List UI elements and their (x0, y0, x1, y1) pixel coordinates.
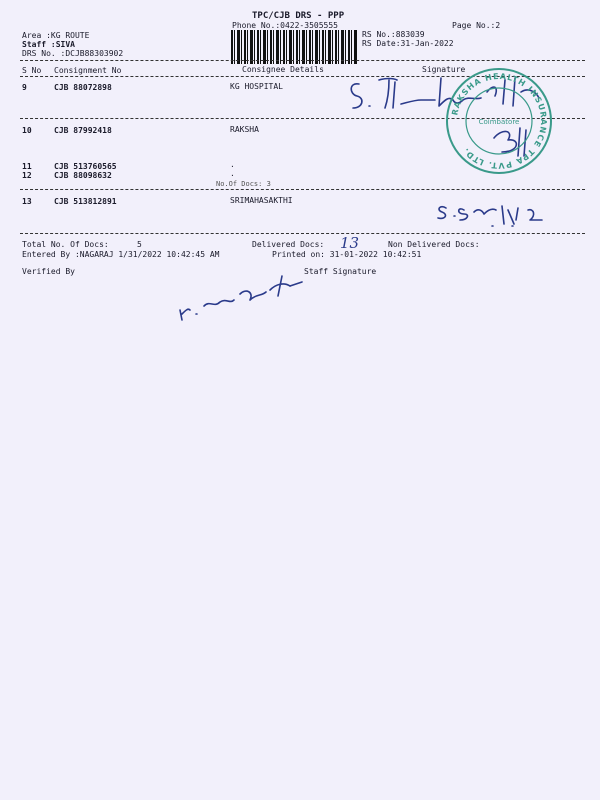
col-consignee: Consignee Details (242, 65, 324, 74)
divider (20, 189, 585, 190)
phone-number: Phone No.:0422-3505555 (232, 21, 338, 30)
non-delivered-docs-label: Non Delivered Docs: (388, 240, 480, 249)
row-consignment: CJB 88072898 (54, 83, 112, 92)
delivered-docs-label: Delivered Docs: (252, 240, 325, 249)
rs-number: RS No.:883039 (362, 30, 425, 39)
verified-by-label: Verified By (22, 267, 75, 276)
row-consignee: . (230, 169, 235, 178)
staff-label: Staff :SIVA (22, 40, 75, 49)
delivered-docs-value: 13 (340, 234, 360, 252)
srimahasakthi-signature (432, 198, 572, 234)
total-docs-label: Total No. Of Docs: (22, 240, 109, 249)
staff-signature-label: Staff Signature (304, 267, 377, 276)
document-title: TPC/CJB DRS - PPP (252, 11, 345, 21)
printed-on: Printed on: 31-01-2022 10:42:51 (272, 250, 422, 259)
seal-text: RAKSHA HEALTH INSURANCE TPA PVT. LTD. (450, 71, 549, 171)
verified-by-signature (170, 270, 310, 325)
row-sno: 13 (22, 197, 32, 206)
rs-date: RS Date:31-Jan-2022 (362, 39, 454, 48)
row-consignment: CJB 88098632 (54, 171, 112, 180)
entered-by: Entered By :NAGARAJ 1/31/2022 10:42:45 AM (22, 250, 220, 259)
divider (20, 60, 585, 61)
row-consignment: CJB 87992418 (54, 126, 112, 135)
row-sno: 10 (22, 126, 32, 135)
total-docs-value: 5 (137, 240, 142, 249)
row-consignee: SRIMAHASAKTHI (230, 196, 293, 205)
col-consignment: Consignment No (54, 66, 122, 75)
row-sno: 12 (22, 171, 32, 180)
row-consignee: . (230, 160, 235, 169)
col-signature: Signature (422, 65, 466, 74)
no-of-docs-note: No.Of Docs: 3 (216, 180, 271, 188)
row-consignee: RAKSHA (230, 125, 259, 134)
company-seal (444, 66, 554, 176)
row-consignment: CJB 513760565 (54, 162, 117, 171)
area-label: Area :KG ROUTE (22, 31, 90, 40)
row-sno: 9 (22, 83, 27, 92)
row-consignee: KG HOSPITAL (230, 82, 283, 91)
drs-number: DRS No. :DCJB88303902 (22, 49, 124, 58)
row-sno: 11 (22, 162, 32, 171)
row-consignment: CJB 513812891 (54, 197, 117, 206)
page-number: Page No.:2 (452, 21, 501, 30)
barcode (231, 30, 357, 64)
col-sno: S No (22, 66, 42, 75)
seal-center-text: Coimbatore (478, 118, 520, 126)
